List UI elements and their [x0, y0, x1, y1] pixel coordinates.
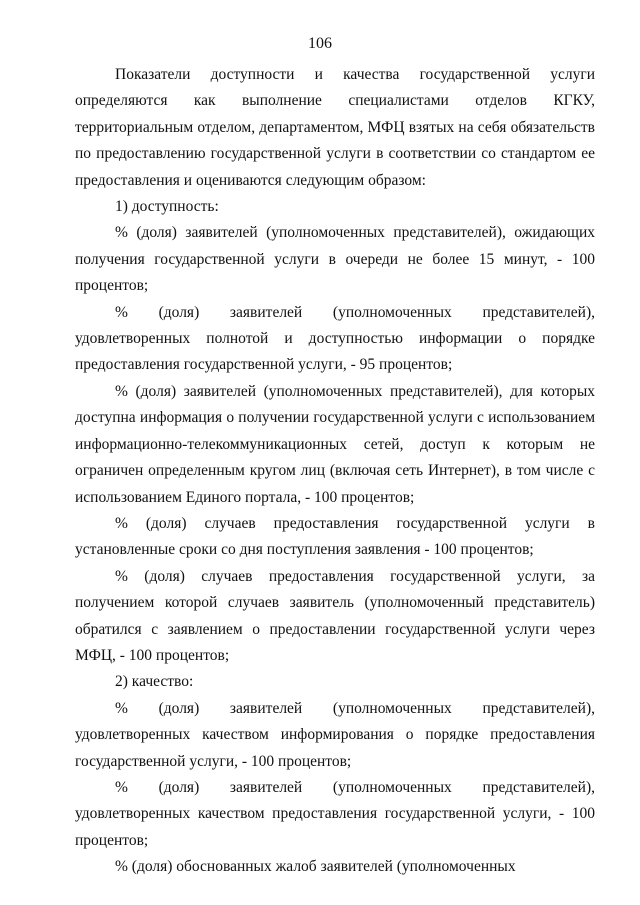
- paragraph-complaints: % (доля) обоснованных жалоб заявителей (уполномоченных: [115, 858, 516, 876]
- paragraph-waiting-time: % (доля) заявителей (уполномоченных представителей), ожидающих получения государственной услуги в очереди не более 15 минут, - 100 процентов;: [75, 224, 595, 295]
- paragraph-intro: Показатели доступности и качества государственной услуги определяются как выполнение специалистами отделов КГКУ, территориальным отделом, департаментом, МФЦ взятых на себя обязательств по предоставлению государственной услуги в соответствии со стандартом ее предоставления и оцениваются следующим образом:: [75, 66, 595, 189]
- page-number: 106: [308, 35, 332, 52]
- paragraph-information-completeness: % (доля) заявителей (уполномоченных представителей), удовлетворенных полнотой и доступностью информации о порядке предоставления государственной услуги, - 95 процентов;: [75, 303, 595, 374]
- section-heading-quality: 2) качество:: [115, 673, 194, 691]
- section-heading-accessibility: 1) доступность:: [115, 198, 219, 216]
- paragraph-mfc-requests: % (доля) случаев предоставления государственной услуги, за получением которой случаев заявитель (уполномоченный представитель) обратился с заявлением о предоставлении государственной услуги через МФЦ, - 100 процентов;: [75, 567, 595, 664]
- paragraph-informing-quality: % (доля) заявителей (уполномоченных представителей), удовлетворенных качеством информирования о порядке предоставления государственной услуги, - 100 процентов;: [75, 699, 595, 770]
- paragraph-service-quality: % (доля) заявителей (уполномоченных представителей), удовлетворенных качеством предоставления государственной услуги, - 100 процентов;: [75, 778, 595, 849]
- document-body: [75, 62, 595, 881]
- paragraph-internet-availability: % (доля) заявителей (уполномоченных представителей), для которых доступна информация о получении государственной услуги с использованием информационно-телекоммуникационных сетей, доступ к которым не ограничен определенным кругом лиц (включая сеть Интернет), в том числе с использованием Единого портала, - 100 процентов;: [75, 382, 595, 506]
- paragraph-deadlines: % (доля) случаев предоставления государственной услуги в установленные сроки со дня поступления заявления - 100 процентов;: [75, 514, 595, 559]
